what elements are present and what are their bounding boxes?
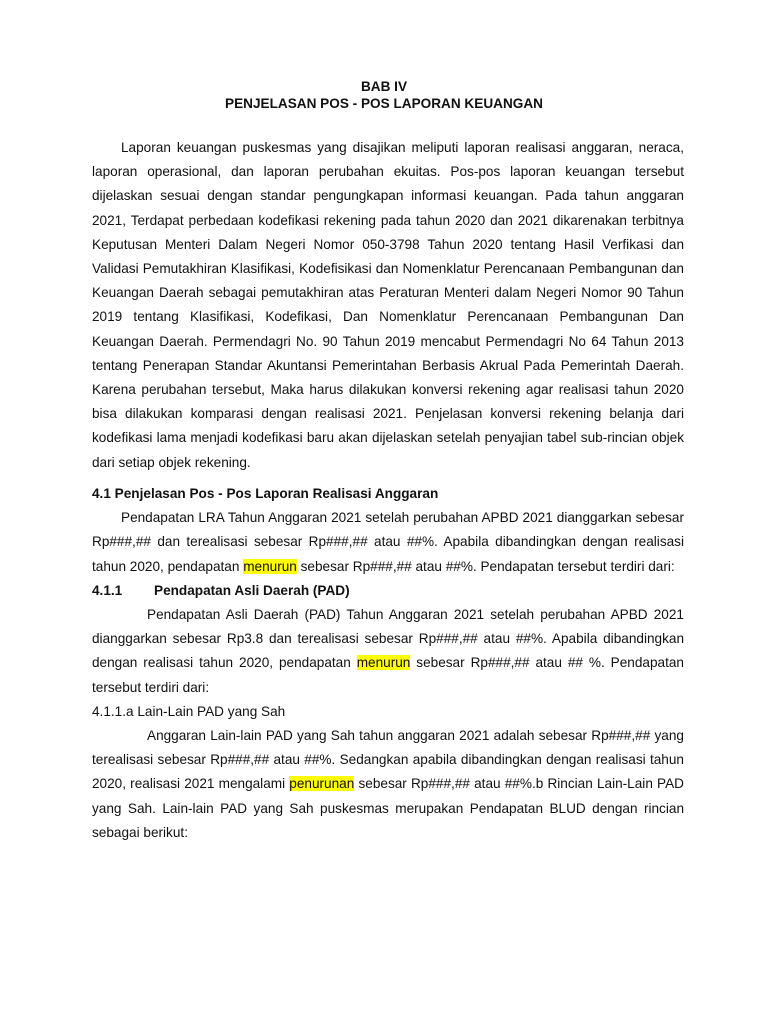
section-4-1-1-a-text-b: sebesar Rp###,## atau ##%.b Rincian Lain-Lain PAD yang Sah. Lain-lain PAD yang Sah puskesmas merupakan Pendapatan BLUD dengan rincian sebagai berikut: — [92, 776, 684, 840]
section-4-1-1-title: Pendapatan Asli Daerah (PAD) — [154, 582, 350, 598]
intro-paragraph: Laporan keuangan puskesmas yang disajikan meliputi laporan realisasi anggaran, neraca, laporan operasional, dan laporan perubahan ekuitas. Pos-pos laporan keuangan tersebut dijelaskan sesuai dengan standar pengungkapan informasi keuangan. Pada tahun anggaran 2021, Terdapat perbedaan kodefikasi rekening pada tahun 2020 dan 2021 dikarenakan terbitnya Keputusan Menteri Dalam Negeri Nomor 050-3798 Tahun 2020 tentang Hasil Verfikasi dan Validasi Pemutakhiran Klasifikasi, Kodefisikasi dan Nomenklatur Perencanaan Pembangunan dan Keuangan Daerah sebagai pemutakhiran atas Peraturan Menteri dalam Negeri Nomor 90 Tahun 2019 tentang Klasifikasi, Kodefikasi, Dan Nomenklatur Perencanaan Pembangunan Dan Keuangan Daerah. Permendagri No. 90 Tahun 2019 mencabut Permendagri No 64 Tahun 2013 tentang Penerapan Standar Akuntansi Pemerintahan Berbasis Akrual Pada Pemerintah Daerah. Karena perubahan tersebut, Maka harus dilakukan konversi rekening agar realisasi tahun 2020 bisa dilakukan komparasi dengan realisasi 2021. Penjelasan konversi rekening belanja dari kodefikasi lama menjadi kodefikasi baru akan dijelaskan setelah penyajian tabel sub-rincian objek dari setiap objek rekening. — [92, 140, 684, 470]
chapter-title: PENJELASAN POS - POS LAPORAN KEUANGAN — [225, 96, 543, 111]
section-4-1-1-number: 4.1.1 — [92, 582, 123, 598]
section-4-1-1-a-title: 4.1.1.a Lain-Lain PAD yang Sah — [92, 703, 286, 719]
section-4-1-1-heading — [92, 579, 684, 603]
section-4-1-1-text-b: sebesar Rp###,## atau ## %. Pendapatan tersebut terdiri dari: — [92, 655, 684, 695]
section-4-1-title: 4.1 Penjelasan Pos - Pos Laporan Realisasi Anggaran — [92, 486, 439, 501]
chapter-label: BAB IV — [360, 79, 408, 94]
section-4-1-text-b: sebesar Rp###,## atau ##%. Pendapatan tersebut terdiri dari: — [296, 558, 675, 574]
section-4-1-1-a-text-a: Anggaran Lain-lain PAD yang Sah tahun anggaran 2021 adalah sebesar Rp###,## yang terealisasi sebesar Rp###,## atau ##%. Sedangkan apabila dibandingkan dengan realisasi tahun 2020, realisasi 2021 mengalami — [92, 728, 684, 792]
section-4-1-1-paragraph — [92, 603, 684, 700]
section-4-1-text-a: Pendapatan LRA Tahun Anggaran 2021 setelah perubahan APBD 2021 dianggarkan sebesar Rp###,## dan terealisasi sebesar Rp###,## atau ##%. Apabila dibandingkan dengan realisasi tahun 2020, pendapatan — [92, 510, 684, 574]
section-4-1-paragraph — [92, 506, 684, 579]
intro-section — [92, 136, 684, 475]
highlight-menurun: menurun — [243, 558, 297, 574]
section-4-1-1-text-a: Pendapatan Asli Daerah (PAD) Tahun Anggaran 2021 setelah perubahan APBD 2021 dianggarkan sebesar Rp3.8 dan terealisasi sebesar Rp###,## atau ##%. Apabila dibandingkan dengan realisasi tahun 2020, pendapatan — [92, 607, 684, 671]
section-4-1-1-a-paragraph — [92, 724, 684, 845]
highlight-penurunan: penurunan — [289, 776, 355, 792]
highlight-menurun-2: menurun — [356, 655, 411, 671]
section-4-1 — [92, 482, 684, 845]
